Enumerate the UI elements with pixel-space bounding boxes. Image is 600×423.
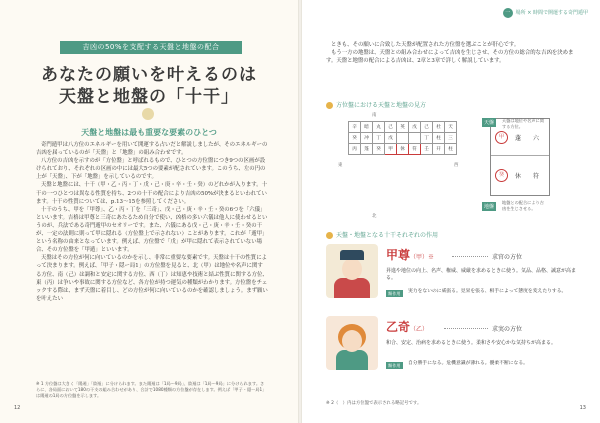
grid-cell: 丸 — [373, 122, 385, 133]
grid-cell: 暗 — [361, 122, 373, 133]
paragraph: 奇門遁甲は八方位のエネルギーを用いて開運する占いだと解説しましたが、そのエネルギーの吉凶を届っているのが「天盤」と「地盤」の組み合わせです。 — [36, 142, 268, 157]
chiban-door: 休 — [515, 173, 522, 180]
grid-cell: 己 — [421, 122, 433, 133]
chiban-note: 地盤との配合により吉凶を生じさせる。 — [502, 200, 544, 211]
grid-cell: 柱 — [433, 133, 445, 144]
side-effect-tag: 類作用 — [388, 362, 401, 368]
footnote: ※ 2（ ）内は方位盤で表示される略記号です。 — [326, 401, 422, 406]
grid-cell: 丙 — [349, 144, 361, 155]
robe-shape — [336, 350, 368, 370]
paragraph: ときも、その願いに合致した天盤が配置された方位盤を選ぶことが肝心です。 — [331, 42, 520, 48]
god1-name — [386, 246, 434, 263]
direction-board-grid — [348, 121, 457, 155]
flower-ornament-icon — [142, 108, 154, 120]
tenban-star: 蓬 — [515, 135, 522, 142]
face-shape — [342, 258, 362, 280]
page-title-line1: あなたの願いを叶えるのは — [41, 65, 257, 85]
grid-cell: 三 — [445, 133, 457, 144]
footnote: ※ 1 方位盤は大きく「陽遁」「陰遁」に分けられます。また陽遁は「1局〜9局」、陰遁は「1局〜9局」に分けられます。さらに、各局面において180の干支の組み合わせがあり、合計で1080種類の方位盤が存在します。例えば「甲子・隠ー局1」は陽遁の1局の方位盤を示します。 — [36, 381, 267, 398]
otsuki-portrait-icon — [326, 316, 378, 370]
grid-cell: 柱 — [445, 144, 457, 155]
grid-cell: 冲 — [361, 133, 373, 144]
grid-cell: 壬 — [421, 144, 433, 155]
running-header-text: 場所 × 時間で開運する奇門遁甲 — [515, 10, 588, 16]
right-page — [302, 0, 600, 423]
bullet-icon — [326, 232, 333, 239]
enlarged-cell — [490, 118, 550, 196]
direction-east: 東 — [338, 163, 343, 168]
chiban-label: 地盤 — [484, 204, 495, 210]
divider — [491, 155, 549, 156]
grid-cell: 丁 — [373, 133, 385, 144]
god1-reading: （甲）※ — [410, 254, 435, 261]
face-shape — [342, 330, 362, 352]
tenban-label: 天盤 — [484, 120, 495, 126]
grid-cell: 戊 — [409, 122, 421, 133]
god2-direction: 求実の方位 — [492, 326, 523, 333]
dotted-leader — [444, 328, 488, 329]
direction-west: 西 — [454, 163, 459, 168]
grid-cell-highlight: 甲 — [385, 144, 397, 155]
grid-cell: 癸 — [373, 144, 385, 155]
god2-name-text: 乙奇 — [386, 320, 411, 334]
grid-cell — [397, 133, 409, 144]
side-effect-tag: 類作用 — [388, 290, 401, 296]
page-number: 12 — [14, 405, 21, 411]
god2-reading: （乙） — [410, 326, 429, 333]
grid-cell-highlight: 符 — [409, 144, 421, 155]
grid-cell: 天 — [445, 122, 457, 133]
grid-cell: 杜 — [433, 122, 445, 133]
left-page — [0, 0, 298, 423]
paragraph: 八方位の吉凶を示すのが「方位盤」と呼ばれるもので、ひとつの方位盤につき9つの区画が設けられており、それぞれの区画の中には最大5つの要素が配されています。このうち、左の円の上が「天盤」、下が「地盤」を示しているのです。 — [36, 158, 266, 181]
direction-north: 北 — [372, 214, 377, 219]
body-text — [326, 41, 578, 65]
grid-cell: 戊 — [385, 133, 397, 144]
body-text — [36, 141, 268, 303]
subheading: 天盤と地盤は最も重要な要素のひとつ — [81, 127, 217, 137]
direction-south: 南 — [372, 113, 377, 118]
god1-side-effect: 実力をないのに威張る。見栄を張る、相手によって態度を変えたりする。 — [408, 289, 567, 294]
chiban-god: 符 — [533, 173, 540, 180]
grid-cell: 丁 — [421, 133, 433, 144]
running-header — [503, 8, 588, 18]
page-number: 13 — [579, 405, 586, 411]
section-heading-text: 天盤・地盤となる十干それぞれの作用 — [336, 232, 439, 239]
section-heading-2 — [326, 230, 438, 239]
bullet-icon — [326, 102, 333, 109]
grid-cell: 英 — [397, 122, 409, 133]
paragraph: 天盤と地盤には、十干（甲・乙・丙・丁・戊・己・庚・辛・壬・癸）のどれかが入ります。十干の一つひとつは異なる性質を持ち、2つの十干の配合により吉凶の50%が決まるといわれています。十干の性質については、p.13〜15を参照してください。 — [36, 182, 267, 205]
god1-direction: 求官の方位 — [492, 254, 523, 261]
grid-cell: 开 — [433, 144, 445, 155]
god2-description: 和合、安定、治病を求めるときに使う。柔和さや安心かな気持ちが高まる。 — [386, 340, 557, 346]
paragraph: 天盤はその方位が何に向いているのかを示し、非常に重要な要素です。天盤は十干の性質によって決まります。例えば、「甲子・隠ー局1」の方位盤を見ると、北（甲）は地位や名声に関する方位、南（己）は調和と安定に関する方位、西（丁）は知恵や技術と結ぶ性質に関する方位、東（丙）は争いや事故に関する方位など、各方位が持つ運気の種類がわかります。方位盤をチェックする際は、まず天盤に着目し、どの方位が何に向いているのかを確認しましょう。まず願いを叶えたい — [36, 255, 268, 302]
chiban-circle: 癸 — [495, 169, 508, 182]
grid-cell: 蓬 — [361, 144, 373, 155]
god1-name-text: 甲尊 — [386, 248, 411, 262]
god2-name — [386, 318, 428, 335]
page-title-line2: 天盤と地盤の「十干」 — [59, 87, 239, 107]
tenban-god: 六 — [533, 135, 540, 142]
paragraph: 十干のうち、甲を「甲尊」、乙・丙・丁を「三奇」、戊・己・庚・辛・壬・癸の6つを「六儀」といいます。吉格は甲尊と三奇にあたるため自分で使い、凶格の多い六儀は他人に使わせるというのが、兵法である奇門遁甲のセオリーです。また、六儀にある戊・己・庚・辛・壬・癸の干が、一定の法則に則って甲に隠れる（方位盤上で示されない）ことがあります。これが「遁甲」という名称の由来となっています。例えば、方位盤で「戊」が甲に隠れて表示されていない場合、その方位盤を「甲遁」といいます。 — [36, 206, 268, 254]
god2-side-effect: 自分勝手になる。危機意識が薄れる。優柔不断になる。 — [408, 361, 528, 366]
robe-shape — [334, 278, 370, 298]
section-heading-text: 方位盤における天盤と地盤の見方 — [336, 102, 427, 109]
tenban-circle: 甲 — [495, 131, 508, 144]
tenban-note: 天盤は地位や名声に関する方位。 — [502, 118, 544, 129]
kosen-portrait-icon — [326, 244, 378, 298]
grid-cell-highlight: 休 — [397, 144, 409, 155]
dotted-leader — [452, 256, 488, 257]
hat-shape — [340, 250, 364, 260]
section-heading-1 — [326, 100, 426, 109]
grid-cell: 癸 — [349, 133, 361, 144]
grid-cell: 辛 — [349, 122, 361, 133]
chapter-badge: 一 — [503, 8, 513, 18]
section-banner: 吉凶の50%を支配する天盤と地盤の配合 — [60, 41, 242, 54]
paragraph: もう一方の地盤は、天盤との組み合わせによって吉凶を生じさせ、その方位の総合的な吉凶を決めます。天盤と地盤の配合による吉凶は、2章と3章で詳しく解説しています。 — [326, 50, 574, 65]
grid-cell — [409, 133, 421, 144]
grid-cell: 己 — [385, 122, 397, 133]
god1-description: 昇進や地位の向上、名声、権威、威厳を求めるときに使う。気品、品格、誠意が高まる。 — [386, 268, 577, 281]
